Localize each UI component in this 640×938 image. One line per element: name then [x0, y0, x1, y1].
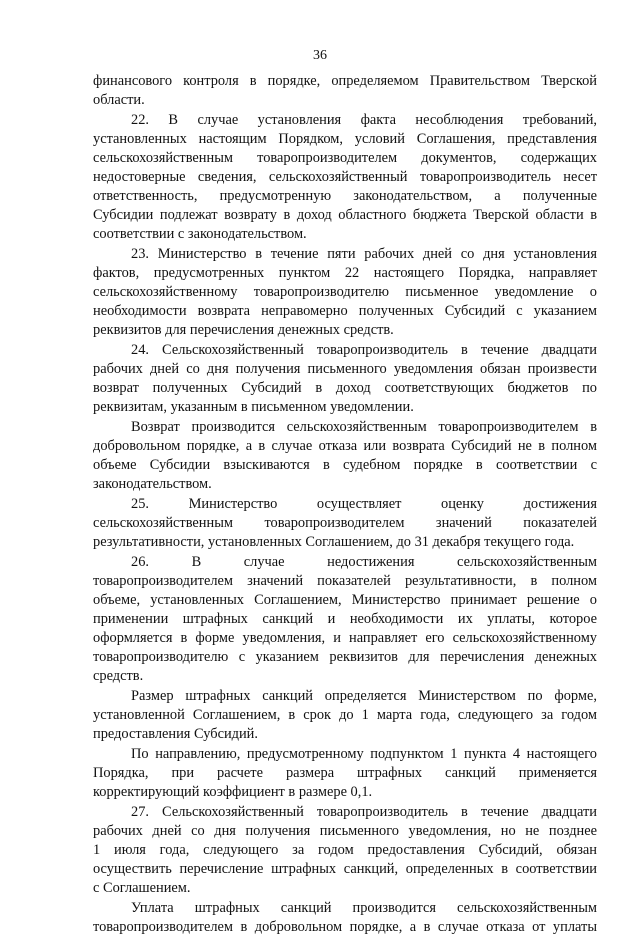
paragraph [93, 803, 597, 898]
text-line: фактов, предусмотренных пунктом 22 настоящего Порядка, направляет [93, 265, 597, 281]
paragraph [93, 72, 597, 110]
text-line: объеме Субсидии взыскиваются в судебном порядке в соответствии с [93, 457, 597, 473]
text-line: средств. [93, 668, 144, 684]
text-line: установленных настоящим Порядком, условий Соглашения, представления [93, 131, 597, 147]
paragraph [93, 418, 597, 494]
text-line: Субсидии подлежат возврату в доход областного бюджета Тверской области в [93, 207, 597, 223]
text-line: сельскохозяйственным товаропроизводителем документов, содержащих [93, 150, 597, 166]
text-line: осуществить перечисление штрафных санкций, определенных в соответствии [93, 861, 597, 877]
paragraph [93, 745, 597, 802]
text-line: установленной Соглашением, в срок до 1 марта года, следующего за годом [93, 707, 597, 723]
text-line: сельскохозяйственным товаропроизводителем значений показателей [93, 515, 597, 531]
paragraph [93, 687, 597, 744]
paragraph [93, 553, 597, 686]
text-line: 25. Министерство осуществляет оценку достижения [131, 496, 597, 512]
paragraph [93, 245, 597, 340]
paragraph [93, 341, 597, 417]
text-line: 24. Сельскохозяйственный товаропроизводитель в течение двадцати [131, 342, 597, 358]
text-line: оформляется в форме уведомления, и направляет его сельскохозяйственному [93, 630, 597, 646]
page-number: 36 [313, 48, 327, 63]
text-line: 26. В случае недостижения сельскохозяйственным [131, 554, 597, 570]
text-line: сельскохозяйственному товаропроизводителю письменное уведомление о [93, 284, 597, 300]
text-line: применении штрафных санкций и необходимости их уплаты, которое [93, 611, 597, 627]
text-line: предоставления Субсидий. [93, 726, 258, 742]
text-line: товаропроизводителем в добровольном порядке, а в случае отказа от уплаты [93, 919, 597, 935]
text-line: объеме, установленных Соглашением, Министерство принимает решение о [93, 592, 597, 608]
text-line: с Соглашением. [93, 880, 191, 896]
text-line: необходимости возврата неправомерно полученных Субсидий с указанием [93, 303, 597, 319]
text-line: законодательством. [93, 476, 212, 492]
text-line: 22. В случае установления факта несоблюдения требований, [131, 112, 597, 128]
text-line: Размер штрафных санкций определяется Министерством по форме, [131, 688, 597, 704]
text-line: рабочих дней со дня получения письменного уведомления обязан произвести [93, 361, 597, 377]
text-line: товаропроизводителю с указанием реквизитов для перечисления денежных [93, 649, 597, 665]
text-line: соответствии с законодательством. [93, 226, 307, 242]
text-line: 27. Сельскохозяйственный товаропроизводитель в течение двадцати [131, 804, 597, 820]
text-line: 23. Министерство в течение пяти рабочих дней со дня установления [131, 246, 597, 262]
text-line: Порядка, при расчете размера штрафных санкций применяется [93, 765, 597, 781]
text-line: рабочих дней со дня получения письменного уведомления, но не позднее [93, 823, 597, 839]
text-line: реквизитов для перечисления денежных средств. [93, 322, 394, 338]
text-line: 1 июля года, следующего за годом предоставления Субсидий, обязан [93, 842, 597, 858]
text-line: финансового контроля в порядке, определяемом Правительством Тверской [93, 73, 597, 89]
text-line: возврат полученных Субсидий в доход соответствующих бюджетов по [93, 380, 597, 396]
text-line: По направлению, предусмотренному подпунктом 1 пункта 4 настоящего [131, 746, 597, 762]
text-line: товаропроизводителем значений показателей результативности, в полном [93, 573, 597, 589]
paragraph [93, 495, 597, 552]
text-line: реквизитам, указанным в письменном уведомлении. [93, 399, 414, 415]
paragraph [93, 111, 597, 244]
text-line: Уплата штрафных санкций производится сельскохозяйственным [131, 900, 597, 916]
text-line: результативности, установленных Соглашением, до 31 декабря текущего года. [93, 534, 575, 550]
text-line: недостоверные сведения, сельскохозяйственный товаропроизводитель несет [93, 169, 597, 185]
text-line: области. [93, 92, 145, 108]
text-line: корректирующий коэффициент в размере 0,1. [93, 784, 373, 800]
document-body [93, 72, 597, 938]
text-line: ответственность, предусмотренную законодательством, а полученные [93, 188, 597, 204]
text-line: Возврат производится сельскохозяйственным товаропроизводителем в [131, 419, 597, 435]
text-line: добровольном порядке, а в случае отказа или возврата Субсидий не в полном [93, 438, 597, 454]
